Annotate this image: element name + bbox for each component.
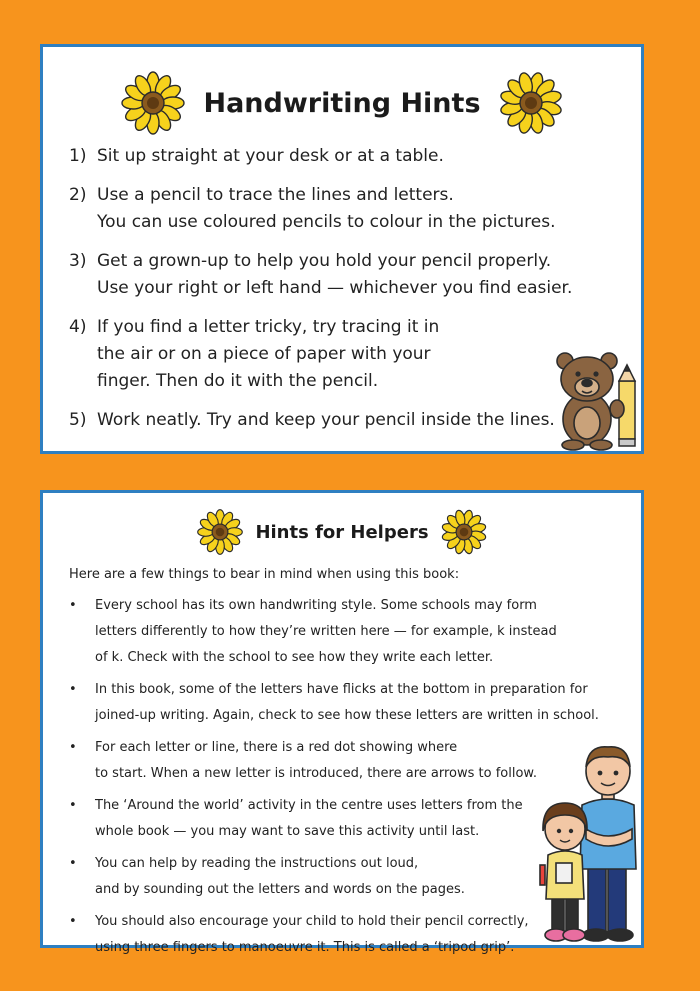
- item-text: finger. Then do it with the pencil.: [97, 371, 379, 391]
- list-item: [69, 143, 631, 170]
- sunflower-icon: [499, 71, 563, 135]
- hints-list: [69, 143, 631, 446]
- item-text: Use your right or left hand — whichever you find easier.: [97, 278, 573, 298]
- item-text: You can use coloured pencils to colour in the pictures.: [97, 212, 556, 232]
- item-text: and by sounding out the letters and words on the pages.: [95, 882, 465, 897]
- bullet-icon: •: [69, 598, 77, 613]
- item-text: The ‘Around the world’ activity in the centre uses letters from the: [95, 798, 523, 813]
- item-text: of k. Check with the school to see how they write each letter.: [95, 650, 494, 665]
- item-number: 2): [69, 185, 87, 205]
- list-item: [69, 314, 631, 395]
- list-item: [69, 407, 631, 434]
- item-number: 4): [69, 317, 87, 337]
- page-title: Handwriting Hints: [203, 87, 481, 119]
- item-text: to start. When a new letter is introduced, there are arrows to follow.: [95, 766, 537, 781]
- hints-for-helpers-panel: [40, 490, 644, 955]
- item-text: Work neatly. Try and keep your pencil inside the lines.: [97, 410, 555, 430]
- adult-and-child-icon: [528, 745, 644, 945]
- item-text: Every school has its own handwriting style. Some schools may form: [95, 598, 537, 613]
- sunflower-icon: [197, 509, 243, 555]
- intro-text: Here are a few things to bear in mind when using this book:: [69, 567, 460, 582]
- handwriting-hints-panel: [40, 44, 644, 454]
- item-text: You should also encourage your child to hold their pencil correctly,: [95, 914, 529, 929]
- bear-with-pencil-icon: [551, 347, 643, 451]
- item-text: For each letter or line, there is a red dot showing where: [95, 740, 458, 755]
- item-text: the air or on a piece of paper with your: [97, 344, 431, 364]
- bullet-icon: •: [69, 682, 77, 697]
- item-text: If you find a letter tricky, try tracing it in: [97, 317, 440, 337]
- bullet-icon: •: [69, 856, 77, 871]
- item-text: Use a pencil to trace the lines and letters.: [97, 185, 454, 205]
- bullet-icon: •: [69, 798, 77, 813]
- item-text: Get a grown-up to help you hold your pencil properly.: [97, 251, 552, 271]
- bullet-icon: •: [69, 740, 77, 755]
- list-item: [65, 593, 631, 671]
- item-text: whole book — you may want to save this activity until last.: [95, 824, 480, 839]
- item-number: 1): [69, 146, 87, 166]
- list-item: [65, 677, 631, 729]
- item-text: Sit up straight at your desk or at a table.: [97, 146, 444, 166]
- list-item: [69, 182, 631, 236]
- item-number: 5): [69, 410, 87, 430]
- list-item: [69, 248, 631, 302]
- sunflower-icon: [121, 71, 185, 135]
- item-text: using three fingers to manoeuvre it. This is called a ‘tripod grip’.: [95, 940, 515, 955]
- bullet-icon: •: [69, 914, 77, 929]
- item-text: In this book, some of the letters have flicks at the bottom in preparation for: [95, 682, 588, 697]
- item-text: joined-up writing. Again, check to see how these letters are written in school.: [95, 708, 599, 723]
- item-text: You can help by reading the instructions out loud,: [95, 856, 419, 871]
- section-title: Hints for Helpers: [255, 521, 429, 543]
- item-number: 3): [69, 251, 87, 271]
- sunflower-icon: [441, 509, 487, 555]
- handwriting-hints-header: [43, 71, 641, 135]
- item-text: letters differently to how they’re written here — for example, k instead: [95, 624, 557, 639]
- hints-for-helpers-header: [43, 509, 641, 555]
